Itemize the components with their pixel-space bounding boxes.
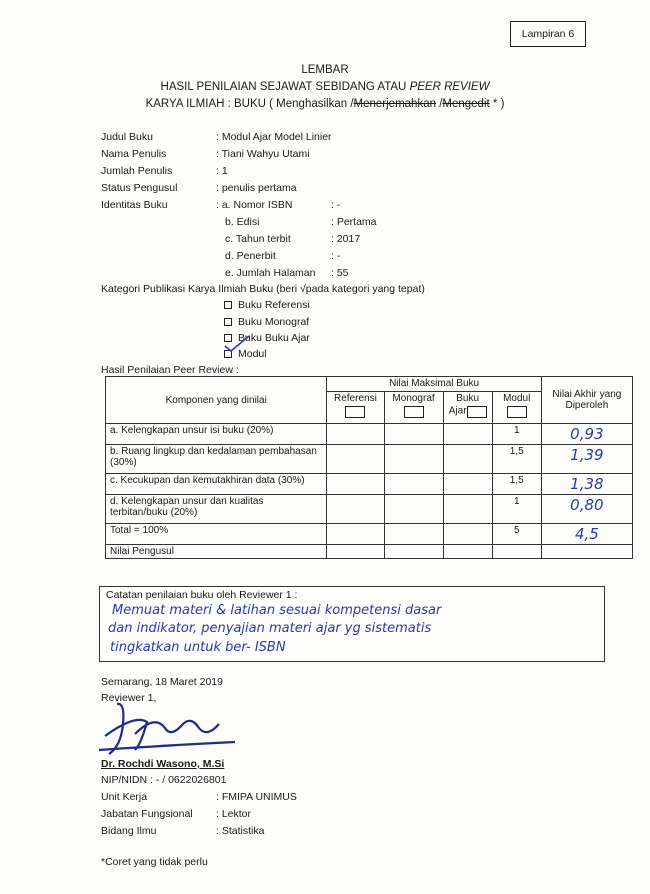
cell-buku-ajar	[443, 495, 492, 524]
place-date: Semarang, 18 Maret 2019	[101, 676, 223, 688]
kategori-label: Modul	[238, 348, 267, 360]
row-total: Total = 100%	[106, 524, 327, 545]
value-status: : penulis pertama	[216, 182, 297, 194]
col-modul	[492, 392, 541, 424]
cell-akhir	[541, 545, 632, 559]
cell-modul	[492, 545, 541, 559]
cell-buku-ajar	[443, 545, 492, 559]
catatan-line-2: dan indikator, penyajian materi ajar yg sistematis	[108, 621, 432, 636]
kategori-label: Buku Buku Ajar	[238, 332, 310, 344]
cell-akhir: 1,38	[541, 474, 632, 495]
value-jumlah: : 1	[216, 165, 228, 177]
value-bidang: : Statistika	[216, 825, 265, 837]
value-isbn: : -	[331, 199, 341, 211]
label-jabatan: Jabatan Fungsional	[101, 808, 193, 820]
cell-referensi	[327, 545, 384, 559]
label-bidang: Bidang Ilmu	[101, 825, 157, 837]
col-referensi	[327, 392, 384, 424]
label-nama: Nama Penulis	[101, 148, 167, 160]
col-buku-label: Buku	[456, 393, 480, 404]
value-nama: : Tiani Wahyu Utami	[216, 148, 310, 160]
cell-buku-ajar	[443, 445, 492, 474]
header-type-struck-2: Mengedit	[442, 98, 490, 110]
catatan-line-1: Memuat materi & latihan sesuai kompetensi dasar	[112, 603, 442, 618]
col-modul-label: Modul	[503, 393, 531, 404]
label-unit-kerja: Unit Kerja	[101, 791, 148, 803]
header-subtitle	[0, 81, 650, 93]
value-halaman: : 55	[331, 267, 349, 279]
lampiran-label: Lampiran 6	[521, 28, 575, 40]
cell-referensi	[327, 495, 384, 524]
cell-total-akhir: 4,5	[541, 524, 632, 545]
header-type-struck-1: Menerjemahkan	[353, 98, 436, 110]
header-subtitle-main: HASIL PENILAIAN SEJAWAT SEBIDANG ATAU	[160, 81, 410, 93]
lampiran-box	[510, 21, 586, 47]
cell-referensi	[327, 524, 384, 545]
col-referensi-label: Referensi	[334, 393, 377, 404]
col-monograf	[384, 392, 443, 424]
label-halaman: e. Jumlah Halaman	[225, 267, 316, 279]
cell-buku-ajar	[443, 474, 492, 495]
label-tahun: c. Tahun terbit	[225, 233, 291, 245]
kategori-option-referensi[interactable]	[224, 299, 310, 311]
label-identitas: Identitas Buku	[101, 199, 168, 211]
value-edisi: : Pertama	[331, 216, 377, 228]
label-status: Status Pengusul	[101, 182, 178, 194]
header-type	[0, 98, 650, 110]
cell-akhir: 1,39	[541, 445, 632, 474]
row-komponen: d. Kelengkapan unsur dan kualitas terbitan/buku (20%)	[106, 495, 327, 524]
cell-akhir: 0,93	[541, 424, 632, 445]
header-type-e: * )	[489, 98, 505, 110]
cell-akhir: 0,80	[541, 495, 632, 524]
col-nilai-maks: Nilai Maksimal Buku	[327, 377, 541, 392]
catatan-line-3: tingkatkan untuk ber- ISBN	[110, 640, 286, 655]
cell-monograf	[384, 524, 443, 545]
row-nilai-pengusul: Nilai Pengusul	[106, 545, 327, 559]
col-buku-ajar	[443, 392, 492, 424]
value-judul: : Modul Ajar Model Linier	[216, 131, 332, 143]
checkbox-icon	[467, 406, 487, 418]
cell-referensi	[327, 474, 384, 495]
row-komponen: b. Ruang lingkup dan kedalaman pembahasan (30%)	[106, 445, 327, 474]
checkbox-icon	[404, 406, 424, 418]
footnote: *Coret yang tidak perlu	[101, 856, 208, 868]
cell-modul: 1	[492, 495, 541, 524]
checkbox-icon	[345, 406, 365, 418]
cell-monograf	[384, 474, 443, 495]
hasil-title: Hasil Penilaian Peer Review :	[101, 364, 239, 376]
cell-modul: 1,5	[492, 474, 541, 495]
label-penerbit: d. Penerbit	[225, 250, 276, 262]
cell-buku-ajar	[443, 424, 492, 445]
checkbox-icon	[224, 318, 232, 326]
row-komponen: c. Kecukupan dan kemutakhiran data (30%)	[106, 474, 327, 495]
value-penerbit: : -	[331, 250, 341, 262]
cell-referensi	[327, 424, 384, 445]
row-komponen: a. Kelengkapan unsur isi buku (20%)	[106, 424, 327, 445]
reviewer-label: Reviewer 1,	[101, 692, 157, 704]
checked-box-icon	[507, 406, 527, 418]
checkbox-icon	[224, 301, 232, 309]
kategori-option-monograf[interactable]	[224, 316, 309, 328]
label-judul: Judul Buku	[101, 131, 153, 143]
kategori-label: Buku Referensi	[238, 299, 310, 311]
cell-monograf	[384, 445, 443, 474]
kategori-title: Kategori Publikasi Karya Ilmiah Buku (beri √pada kategori yang tepat)	[101, 283, 425, 295]
header-type-c: /	[436, 98, 443, 110]
reviewer-nip: NIP/NIDN : - / 0622026801	[101, 774, 227, 786]
label-jumlah: Jumlah Penulis	[101, 165, 173, 177]
label-edisi: b. Edisi	[225, 216, 260, 228]
signature-icon	[95, 694, 245, 764]
header-subtitle-italic: PEER REVIEW	[409, 81, 490, 93]
catatan-title: Catatan penilaian buku oleh Reviewer 1 :	[106, 589, 298, 601]
cell-buku-ajar	[443, 524, 492, 545]
kategori-label: Buku Monograf	[238, 316, 310, 328]
header-title: LEMBAR	[301, 64, 349, 76]
value-tahun: : 2017	[331, 233, 361, 245]
catatan-box	[99, 586, 605, 662]
cell-modul: 1	[492, 424, 541, 445]
checkmark-icon	[222, 334, 252, 354]
cell-monograf	[384, 495, 443, 524]
col-komponen: Komponen yang dinilai	[106, 377, 327, 424]
header-type-a: KARYA ILMIAH : BUKU ( Menghasilkan /	[145, 98, 354, 110]
col-akhir: Nilai Akhir yang Diperoleh	[541, 377, 632, 424]
peer-review-table	[105, 376, 633, 559]
cell-total-modul: 5	[492, 524, 541, 545]
cell-referensi	[327, 445, 384, 474]
col-ajar-label: Ajar	[448, 405, 467, 417]
reviewer-name: Dr. Rochdi Wasono, M.Si	[101, 758, 225, 770]
col-monograf-label: Monograf	[392, 393, 435, 404]
value-unit-kerja: : FMIPA UNIMUS	[216, 791, 297, 803]
cell-modul: 1,5	[492, 445, 541, 474]
value-isbn-label: : a. Nomor ISBN	[216, 199, 293, 211]
value-jabatan: : Lektor	[216, 808, 252, 820]
cell-monograf	[384, 424, 443, 445]
cell-monograf	[384, 545, 443, 559]
